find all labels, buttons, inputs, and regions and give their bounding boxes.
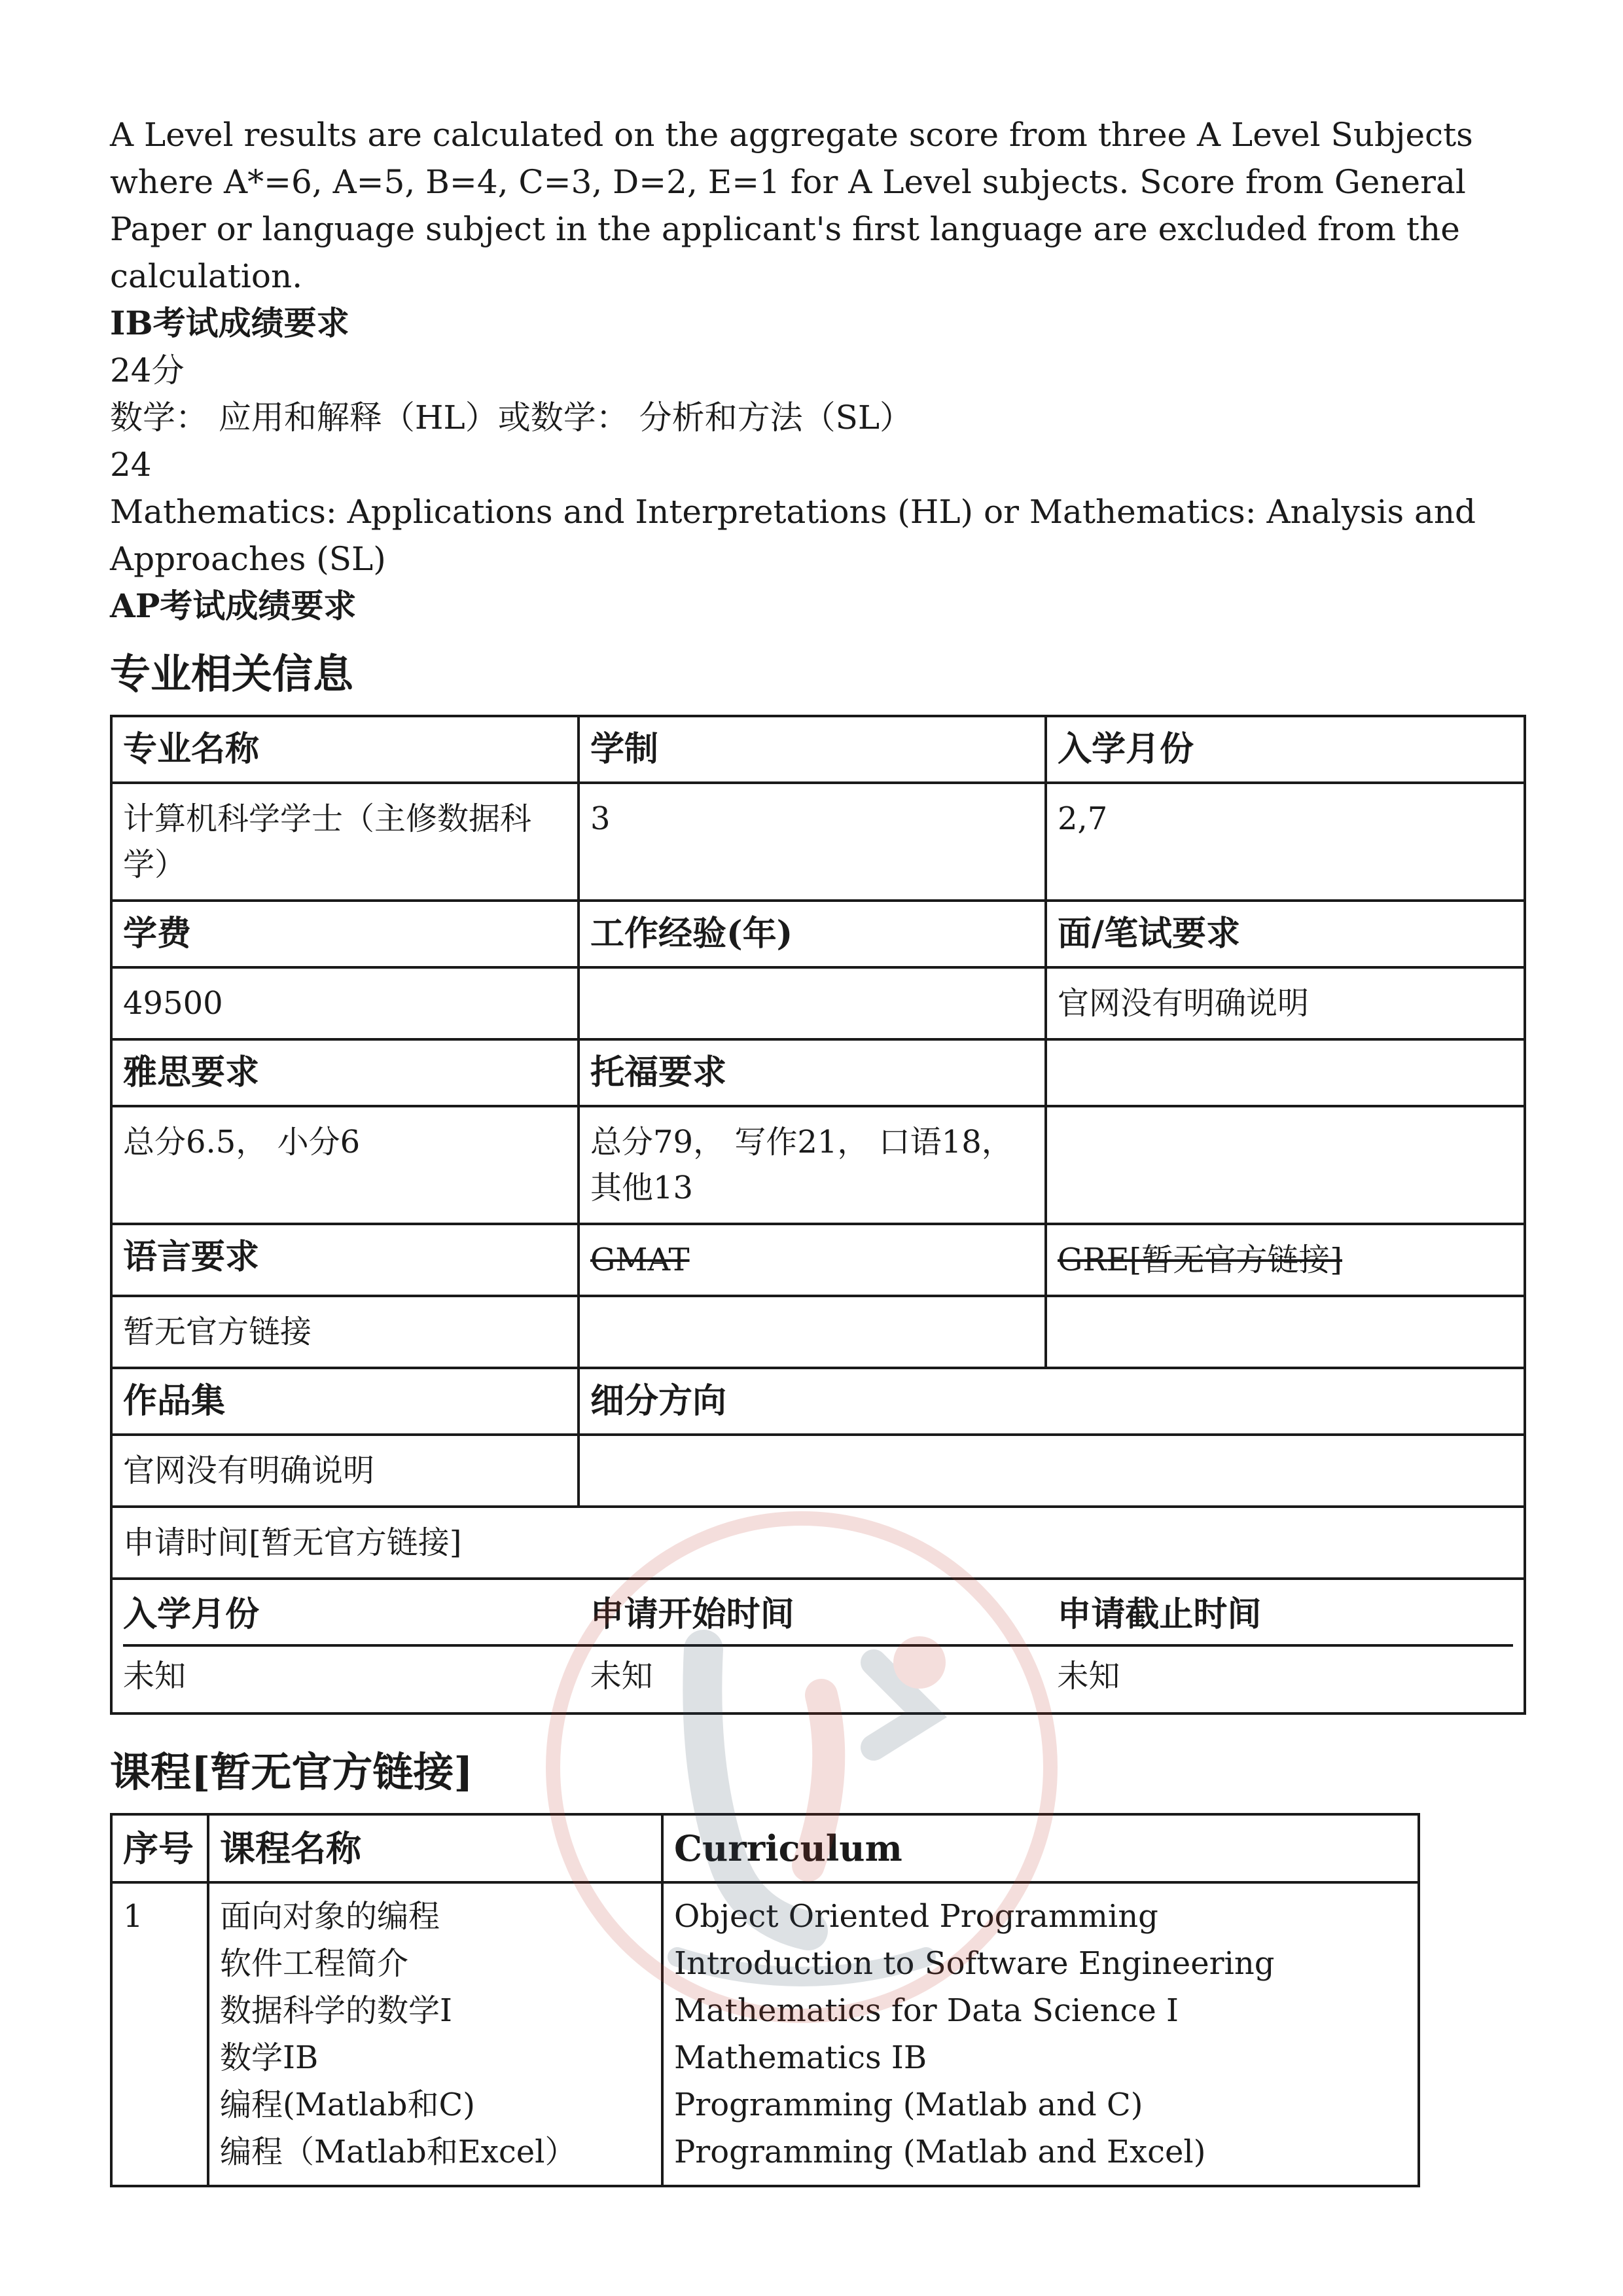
table-row — [111, 1296, 1525, 1368]
ib-score-en: 24 — [110, 446, 152, 484]
apply-deadline-header: 申请截止时间 — [1057, 1585, 1513, 1645]
ielts-label: 雅思要求 — [111, 1039, 579, 1106]
gre-label: GRE[暂无官方链接] — [1046, 1224, 1525, 1296]
apply-time-cell — [111, 1579, 1525, 1713]
tuition-label: 学费 — [111, 901, 579, 967]
admission-requirements — [110, 111, 1524, 630]
apply-intake-header: 入学月份 — [123, 1585, 590, 1645]
tuition-value: 49500 — [111, 967, 579, 1039]
ib-score-cn: 24分 — [110, 351, 185, 389]
table-row — [111, 1507, 1525, 1579]
alevel-paragraph: A Level results are calculated on the aggregate score from three A Level Subjects where A*=6, A=5, B=4, C=3, D=2, E=1 for A Level subjects. Score from General Paper or language subject in the applicant's first language are excluded from the calculation. — [110, 116, 1473, 295]
ap-heading: AP考试成绩要求 — [110, 586, 357, 625]
list-item: 面向对象的编程 — [220, 1898, 440, 1935]
apply-start-header: 申请开始时间 — [590, 1585, 1058, 1645]
toefl-value: 总分79， 写作21， 口语18， 其他13 — [579, 1106, 1046, 1224]
apply-deadline-value: 未知 — [1057, 1658, 1120, 1695]
course-name-header: 课程名称 — [208, 1814, 662, 1882]
course-number: 1 — [111, 1882, 208, 2186]
course-number-header: 序号 — [111, 1814, 208, 1882]
courses-title: 课程[暂无官方链接] — [110, 1748, 473, 1796]
gmat-label: GMAT — [579, 1224, 1046, 1296]
table-row — [111, 1882, 1419, 2186]
list-item: Programming (Matlab and C) — [674, 2087, 1143, 2123]
table-row — [111, 1039, 1525, 1106]
empty-cell — [1046, 1106, 1525, 1224]
table-row — [111, 783, 1525, 901]
table-row — [111, 1224, 1525, 1296]
direction-value — [579, 1435, 1525, 1507]
toefl-label: 托福要求 — [579, 1039, 1046, 1106]
list-item: 数据科学的数学I — [220, 1992, 452, 2029]
list-item: 编程（Matlab和Excel） — [220, 2134, 577, 2170]
list-item: Mathematics for Data Science I — [674, 1992, 1179, 2029]
portfolio-label: 作品集 — [111, 1368, 579, 1435]
list-item: Programming (Matlab and Excel) — [674, 2134, 1206, 2170]
table-row — [111, 1814, 1419, 1882]
list-item: 软件工程简介 — [220, 1945, 409, 1982]
table-row — [111, 1579, 1525, 1713]
empty-cell — [579, 1296, 1046, 1368]
ib-math-cn: 数学： 应用和解释（HL）或数学： 分析和方法（SL） — [110, 399, 913, 437]
table-row — [123, 1585, 1513, 1645]
program-name-value: 计算机科学学士（主修数据科学） — [111, 783, 579, 901]
apply-time-table — [123, 1585, 1513, 1706]
table-row — [111, 716, 1525, 783]
curriculum-header: Curriculum — [662, 1814, 1419, 1882]
courses-table — [110, 1813, 1420, 2187]
program-info-title: 专业相关信息 — [110, 650, 354, 698]
course-names-cn — [208, 1882, 662, 2186]
list-item: Object Oriented Programming — [674, 1898, 1158, 1935]
apply-intake-value: 未知 — [123, 1658, 187, 1695]
empty-cell — [1046, 1296, 1525, 1368]
direction-label: 细分方向 — [579, 1368, 1525, 1435]
work-experience-value — [579, 967, 1046, 1039]
apply-time-label: 申请时间[暂无官方链接] — [111, 1507, 1525, 1579]
table-row — [111, 1368, 1525, 1435]
language-value: 暂无官方链接 — [111, 1296, 579, 1368]
ielts-value: 总分6.5， 小分6 — [111, 1106, 579, 1224]
portfolio-value: 官网没有明确说明 — [111, 1435, 579, 1507]
language-label: 语言要求 — [111, 1224, 579, 1296]
table-row — [111, 1435, 1525, 1507]
list-item: 编程(Matlab和C) — [220, 2087, 475, 2123]
intake-value: 2,7 — [1046, 783, 1525, 901]
interview-value: 官网没有明确说明 — [1046, 967, 1525, 1039]
table-row — [111, 1106, 1525, 1224]
table-row — [111, 967, 1525, 1039]
ib-heading: IB考试成绩要求 — [110, 304, 349, 342]
work-experience-label: 工作经验(年) — [579, 901, 1046, 967]
list-item: Introduction to Software Engineering — [674, 1945, 1275, 1982]
interview-label: 面/笔试要求 — [1046, 901, 1525, 967]
duration-value: 3 — [579, 783, 1046, 901]
list-item: 数学IB — [220, 2039, 319, 2076]
table-row — [123, 1645, 1513, 1706]
ib-math-en: Mathematics: Applications and Interpretations (HL) or Mathematics: Analysis and Approaches (SL) — [110, 493, 1476, 578]
intake-label: 入学月份 — [1046, 716, 1525, 783]
empty-cell — [1046, 1039, 1525, 1106]
program-name-label: 专业名称 — [111, 716, 579, 783]
duration-label: 学制 — [579, 716, 1046, 783]
program-info-table — [110, 715, 1526, 1715]
course-names-en — [662, 1882, 1419, 2186]
apply-start-value: 未知 — [590, 1658, 653, 1695]
list-item: Mathematics IB — [674, 2039, 927, 2076]
table-row — [111, 901, 1525, 967]
